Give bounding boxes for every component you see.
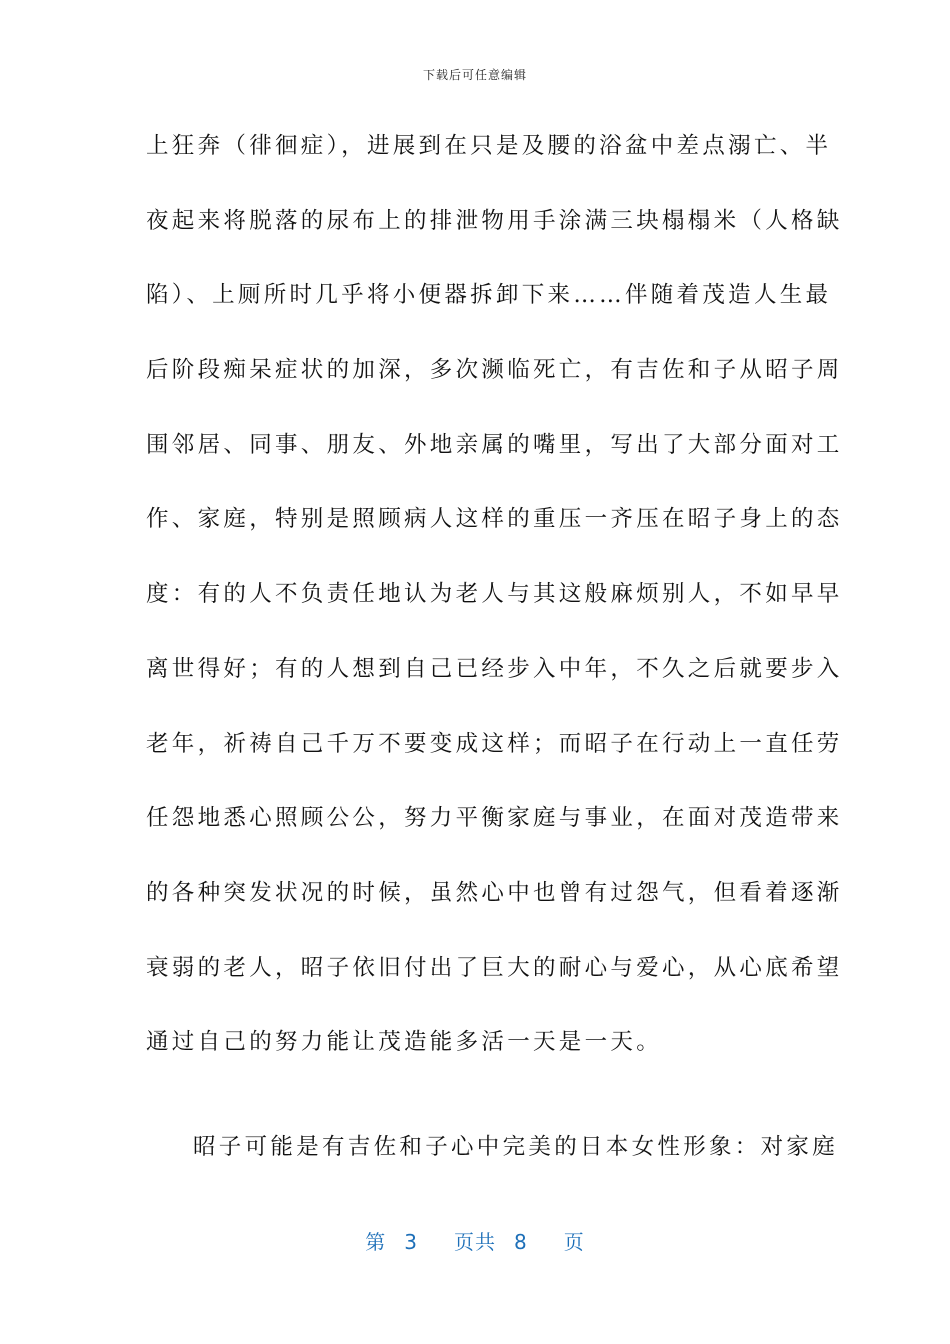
paragraph-gap — [146, 1095, 794, 1125]
page-label: 第 — [365, 1230, 387, 1254]
text-line: 度：有的人不负责任地认为老人与其这般麻烦别人，不如早早 — [146, 581, 843, 608]
text-line: 上狂奔（徘徊症），进展到在只是及腰的浴盆中差点溺亡、半 — [146, 133, 832, 159]
total-pages-number: 8 — [514, 1230, 528, 1254]
page-end-label: 页 — [563, 1230, 585, 1254]
text-line: 任怨地悉心照顾公公，努力平衡家庭与事业，在面对茂造带来 — [146, 805, 843, 832]
text-line: 夜起来将脱落的尿布上的排泄物用手涂满三块榻榻米（人格缺 — [146, 207, 843, 234]
document-body — [146, 124, 843, 1200]
page-of-label: 页共 — [454, 1230, 496, 1254]
text-line: 老年，祈祷自己千万不要变成这样；而昭子在行动上一直任劳 — [146, 730, 843, 757]
text-line: 通过自己的努力能让茂造能多活一天是一天。 — [146, 1029, 663, 1056]
text-line: 陷）、上厕所时几乎将小便器拆卸下来……伴随着茂造人生最 — [146, 282, 832, 309]
text-line: 作、家庭，特别是照顾病人这样的重压一齐压在昭子身上的态 — [146, 506, 843, 533]
page-header: 下载后可任意编辑 — [422, 68, 527, 82]
text-line: 离世得好；有的人想到自己已经步入中年，不久之后就要步入 — [146, 655, 843, 682]
current-page-number: 3 — [404, 1230, 418, 1254]
text-line: 后阶段痴呆症状的加深，多次濒临死亡，有吉佐和子从昭子周 — [146, 357, 843, 384]
text-line: 的各种突发状况的时候，虽然心中也曾有过怨气，但看着逐渐 — [146, 879, 843, 906]
page-footer — [0, 1226, 950, 1255]
text-line: 衰弱的老人，昭子依旧付出了巨大的耐心与爱心，从心底希望 — [146, 954, 843, 981]
paragraph-first-line: 昭子可能是有吉佐和子心中完美的日本女性形象：对家庭 — [193, 1133, 839, 1160]
text-line: 围邻居、同事、朋友、外地亲属的嘴里，写出了大部分面对工 — [146, 431, 843, 458]
